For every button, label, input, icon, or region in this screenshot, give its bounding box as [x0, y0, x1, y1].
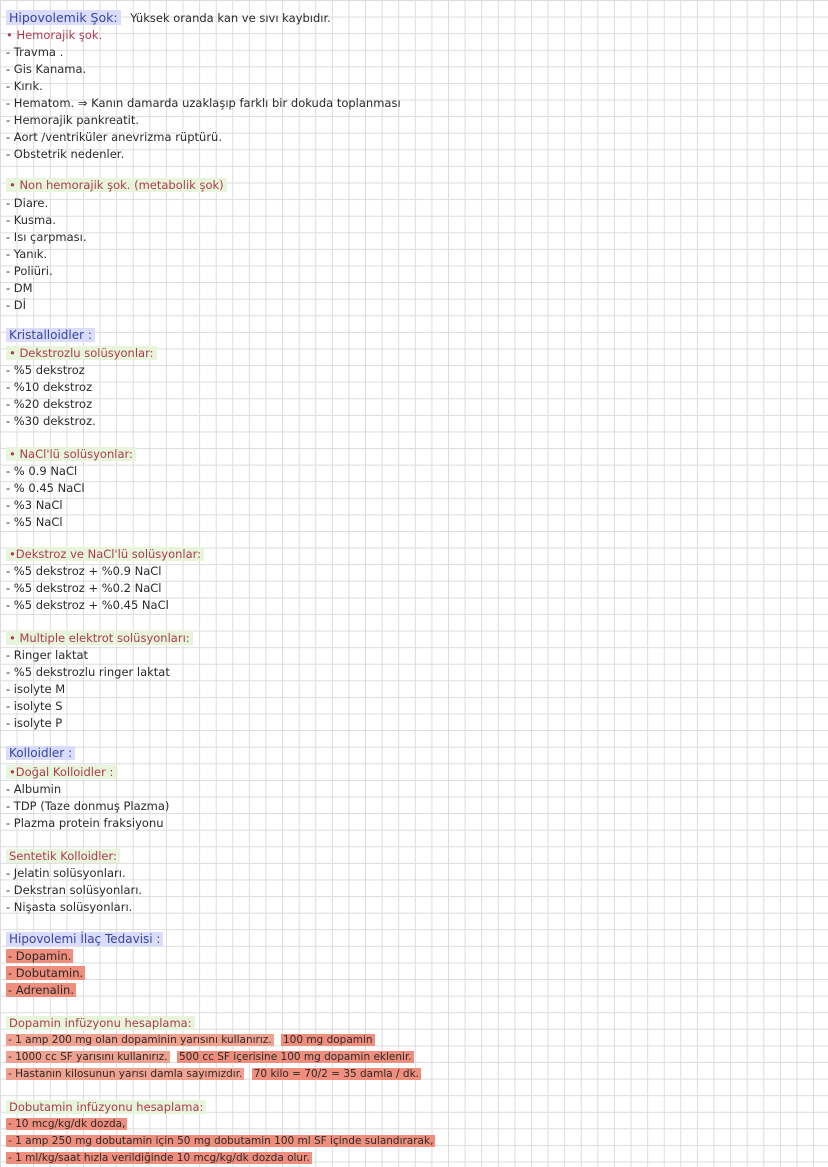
- list-item: - Hematom. ⇒ Kanın damarda uzaklaşıp farklı bir dokuda toplanması: [6, 96, 401, 110]
- list-item: - Jelatin solüsyonları.: [6, 866, 126, 880]
- dobutamin-line-1-text: - 10 mcg/kg/dk dozda,: [8, 1118, 126, 1130]
- dopamin-line-2: [6, 1049, 414, 1066]
- hipovolemik-heading: [6, 9, 331, 26]
- nonhemorajik-title: • Non hemorajik şok. (metabolik şok): [6, 178, 227, 192]
- dopamin-line-3b: 70 kilo = 70/2 = 35 damla / dk.: [253, 1068, 419, 1080]
- dopamin-heading: [6, 1015, 195, 1032]
- list-item: - isolyte M: [6, 682, 66, 696]
- list-item: - Dopamin.: [8, 949, 72, 963]
- list-item: - Gis Kanama.: [6, 62, 87, 76]
- dobutamin-line-2: [6, 1133, 435, 1150]
- list-item: - Poliüri.: [6, 264, 53, 278]
- list-item: - %5 dekstroz: [6, 363, 85, 377]
- list-item: - %20 dekstroz: [6, 397, 93, 411]
- ilac-item-row: [6, 965, 85, 982]
- list-item: - Plazma protein fraksiyonu: [6, 816, 164, 830]
- list-item: - %5 NaCl: [6, 515, 63, 529]
- list-item: - isolyte P: [6, 716, 63, 730]
- list-item: - Dİ: [6, 298, 27, 312]
- dobutamin-heading: [6, 1099, 206, 1116]
- list-item: - Isı çarpması.: [6, 230, 87, 244]
- list-item: - Hemorajik pankreatit.: [6, 113, 140, 127]
- nonhemorajik-heading: [6, 177, 227, 194]
- ilac-heading: [6, 931, 163, 948]
- dopamin-line-1a: - 1 amp 200 mg olan dopaminin yarısını kullanırız.: [8, 1034, 272, 1046]
- sentetik-title: Sentetik Kolloidler:: [6, 849, 120, 863]
- list-item: - TDP (Taze donmuş Plazma): [6, 799, 170, 813]
- list-item: - %5 dekstrozlu ringer laktat: [6, 665, 170, 679]
- list-item: - isolyte S: [6, 699, 63, 713]
- dopamin-line-1: [6, 1032, 375, 1049]
- list-item: - DM: [6, 281, 33, 295]
- list-item: - %5 dekstroz + %0.45 NaCl: [6, 598, 169, 612]
- list-item: - Dobutamin.: [8, 966, 84, 980]
- dobutamin-line-3: [6, 1150, 312, 1167]
- ilac-item-row: [6, 948, 73, 965]
- list-item: - %5 dekstroz + %0.2 NaCl: [6, 581, 162, 595]
- hipovolemik-desc: Yüksek oranda kan ve sıvı kaybıdır.: [130, 11, 331, 25]
- dopamin-line-2b: 500 cc SF içerisine 100 mg dopamin eklenir.: [178, 1051, 412, 1063]
- list-item: - Aort /ventriküler anevrizma rüptürü.: [6, 130, 222, 144]
- hemorajik-title: • Hemorajik şok.: [6, 28, 103, 42]
- multiple-title: • Multiple elektrot solüsyonları:: [6, 631, 193, 645]
- dobutamin-line-2-text: - 1 amp 250 mg dobutamin için 50 mg dobutamin 100 ml SF içinde sulandırarak,: [8, 1135, 434, 1147]
- list-item: - Adrenalin.: [8, 983, 74, 997]
- list-item: - Nişasta solüsyonları.: [6, 900, 133, 914]
- nacl-heading: [6, 446, 136, 463]
- dekstroz-nacl-title: •Dekstroz ve NaCl'lü solüsyonlar:: [6, 547, 204, 561]
- multiple-heading: [6, 630, 193, 647]
- list-item: - %30 dekstroz.: [6, 414, 96, 428]
- list-item: - Kusma.: [6, 213, 56, 227]
- list-item: - Dekstran solüsyonları.: [6, 883, 143, 897]
- list-item: - Ringer laktat: [6, 648, 89, 662]
- dekstroz-nacl-heading: [6, 546, 204, 563]
- list-item: - Kırık.: [6, 79, 43, 93]
- ilac-title: Hipovolemi İlaç Tedavisi :: [6, 932, 163, 946]
- list-item: - % 0.9 NaCl: [6, 464, 78, 478]
- dopamin-line-1b: 100 mg dopamin: [282, 1034, 373, 1046]
- dekstroz-heading: [6, 345, 157, 362]
- dopamin-line-3: [6, 1066, 421, 1083]
- list-item: - Obstetrik nedenler.: [6, 147, 125, 161]
- dopamin-line-3a: - Hastanın kilosunun yarısı damla sayımızdır.: [8, 1068, 243, 1080]
- dopamin-line-2a: - 1000 cc SF yarısını kullanırız.: [8, 1051, 168, 1063]
- ilac-item-row: [6, 982, 76, 999]
- dogal-heading: [6, 764, 116, 781]
- sentetik-heading: [6, 848, 120, 865]
- list-item: - Albumin: [6, 782, 62, 796]
- dogal-title: •Doğal Kolloidler :: [6, 765, 116, 779]
- dobutamin-title: Dobutamin infüzyonu hesaplama:: [6, 1100, 206, 1114]
- dobutamin-line-3-text: - 1 ml/kg/saat hızla verildiğinde 10 mcg/kg/dk dozda olur.: [8, 1152, 310, 1164]
- dekstroz-title: • Dekstrozlu solüsyonlar:: [6, 346, 157, 360]
- list-item: - %10 dekstroz: [6, 380, 93, 394]
- list-item: - %5 dekstroz + %0.9 NaCl: [6, 564, 162, 578]
- list-item: - % 0.45 NaCl: [6, 481, 85, 495]
- list-item: - %3 NaCl: [6, 498, 63, 512]
- hipovolemik-title: Hipovolemik Şok:: [6, 10, 121, 25]
- list-item: - Yanık.: [6, 247, 48, 261]
- kolloidler-title: Kolloidler :: [6, 746, 75, 760]
- list-item: - Diare.: [6, 196, 49, 210]
- dobutamin-line-1: [6, 1116, 127, 1133]
- kristalloidler-title: Kristalloidler :: [6, 328, 95, 342]
- dopamin-title: Dopamin infüzyonu hesaplama:: [6, 1016, 195, 1030]
- kolloidler-heading: [6, 745, 75, 762]
- nacl-title: • NaCl'lü solüsyonlar:: [6, 447, 136, 461]
- list-item: - Travma .: [6, 45, 64, 59]
- kristalloidler-heading: [6, 327, 95, 344]
